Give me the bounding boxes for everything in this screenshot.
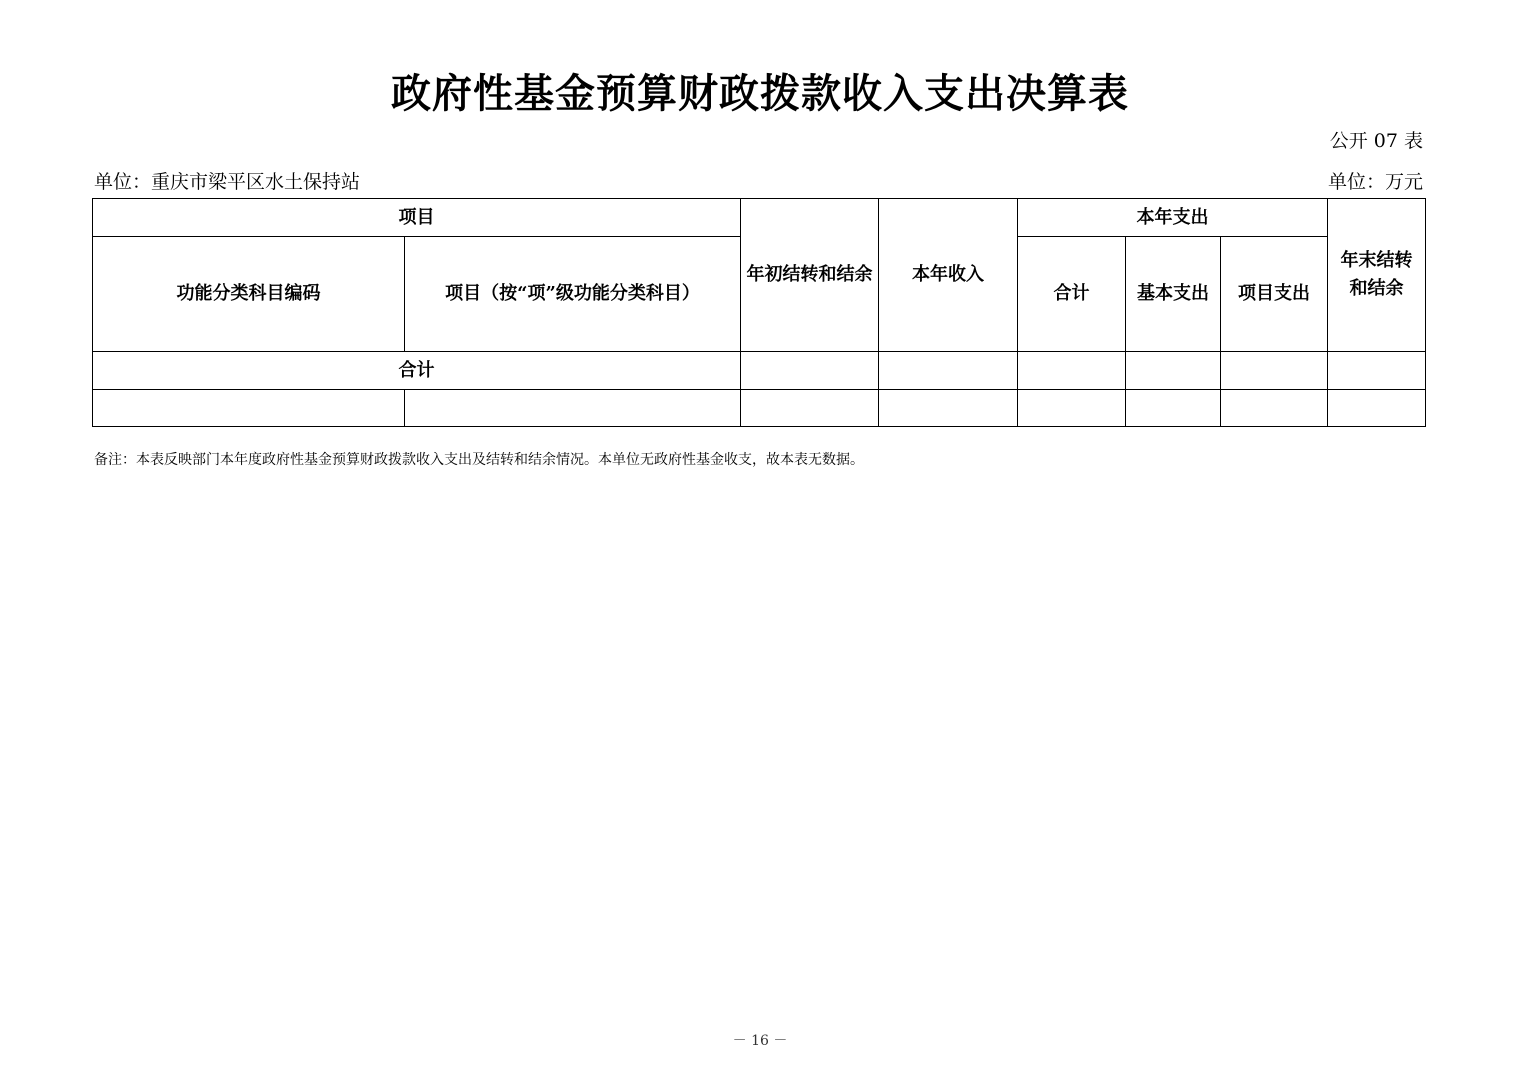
table-note: 备注：本表反映部门本年度政府性基金预算财政拨款收入支出及结转和结余情况。本单位无政府性基金收支，故本表无数据。 [94, 452, 864, 468]
row-expense-basic [1126, 390, 1221, 427]
header-expense-total: 合计 [1018, 237, 1126, 352]
total-label: 合计 [93, 352, 741, 390]
row-end-balance [1328, 390, 1426, 427]
page-number: － 16 － [732, 1033, 788, 1049]
header-row-1 [93, 199, 1426, 237]
row-func-code [93, 390, 405, 427]
table-code: 公开 07 表 [1329, 130, 1423, 152]
budget-table [92, 198, 1426, 427]
header-expense-basic: 基本支出 [1126, 237, 1221, 352]
row-begin-balance [741, 390, 879, 427]
total-row [93, 352, 1426, 390]
header-begin-balance: 年初结转和结余 [741, 199, 879, 352]
row-expense-project [1221, 390, 1328, 427]
total-expense-total [1018, 352, 1126, 390]
header-project-name: 项目（按“项”级功能分类科目） [405, 237, 741, 352]
row-income [879, 390, 1018, 427]
total-income [879, 352, 1018, 390]
page-title: 政府性基金预算财政拨款收入支出决算表 [391, 70, 1129, 117]
total-expense-project [1221, 352, 1328, 390]
header-func-code: 功能分类科目编码 [93, 237, 405, 352]
unit-currency: 单位：万元 [1327, 171, 1423, 193]
table-row [93, 390, 1426, 427]
header-end-balance: 年末结转和结余 [1328, 199, 1426, 352]
total-expense-basic [1126, 352, 1221, 390]
header-project: 项目 [93, 199, 741, 237]
unit-organization: 单位：重庆市梁平区水土保持站 [94, 171, 361, 193]
total-begin-balance [741, 352, 879, 390]
header-income: 本年收入 [879, 199, 1018, 352]
header-expense-project: 项目支出 [1221, 237, 1328, 352]
row-expense-total [1018, 390, 1126, 427]
row-project-name [405, 390, 741, 427]
total-end-balance [1328, 352, 1426, 390]
header-expense: 本年支出 [1018, 199, 1328, 237]
